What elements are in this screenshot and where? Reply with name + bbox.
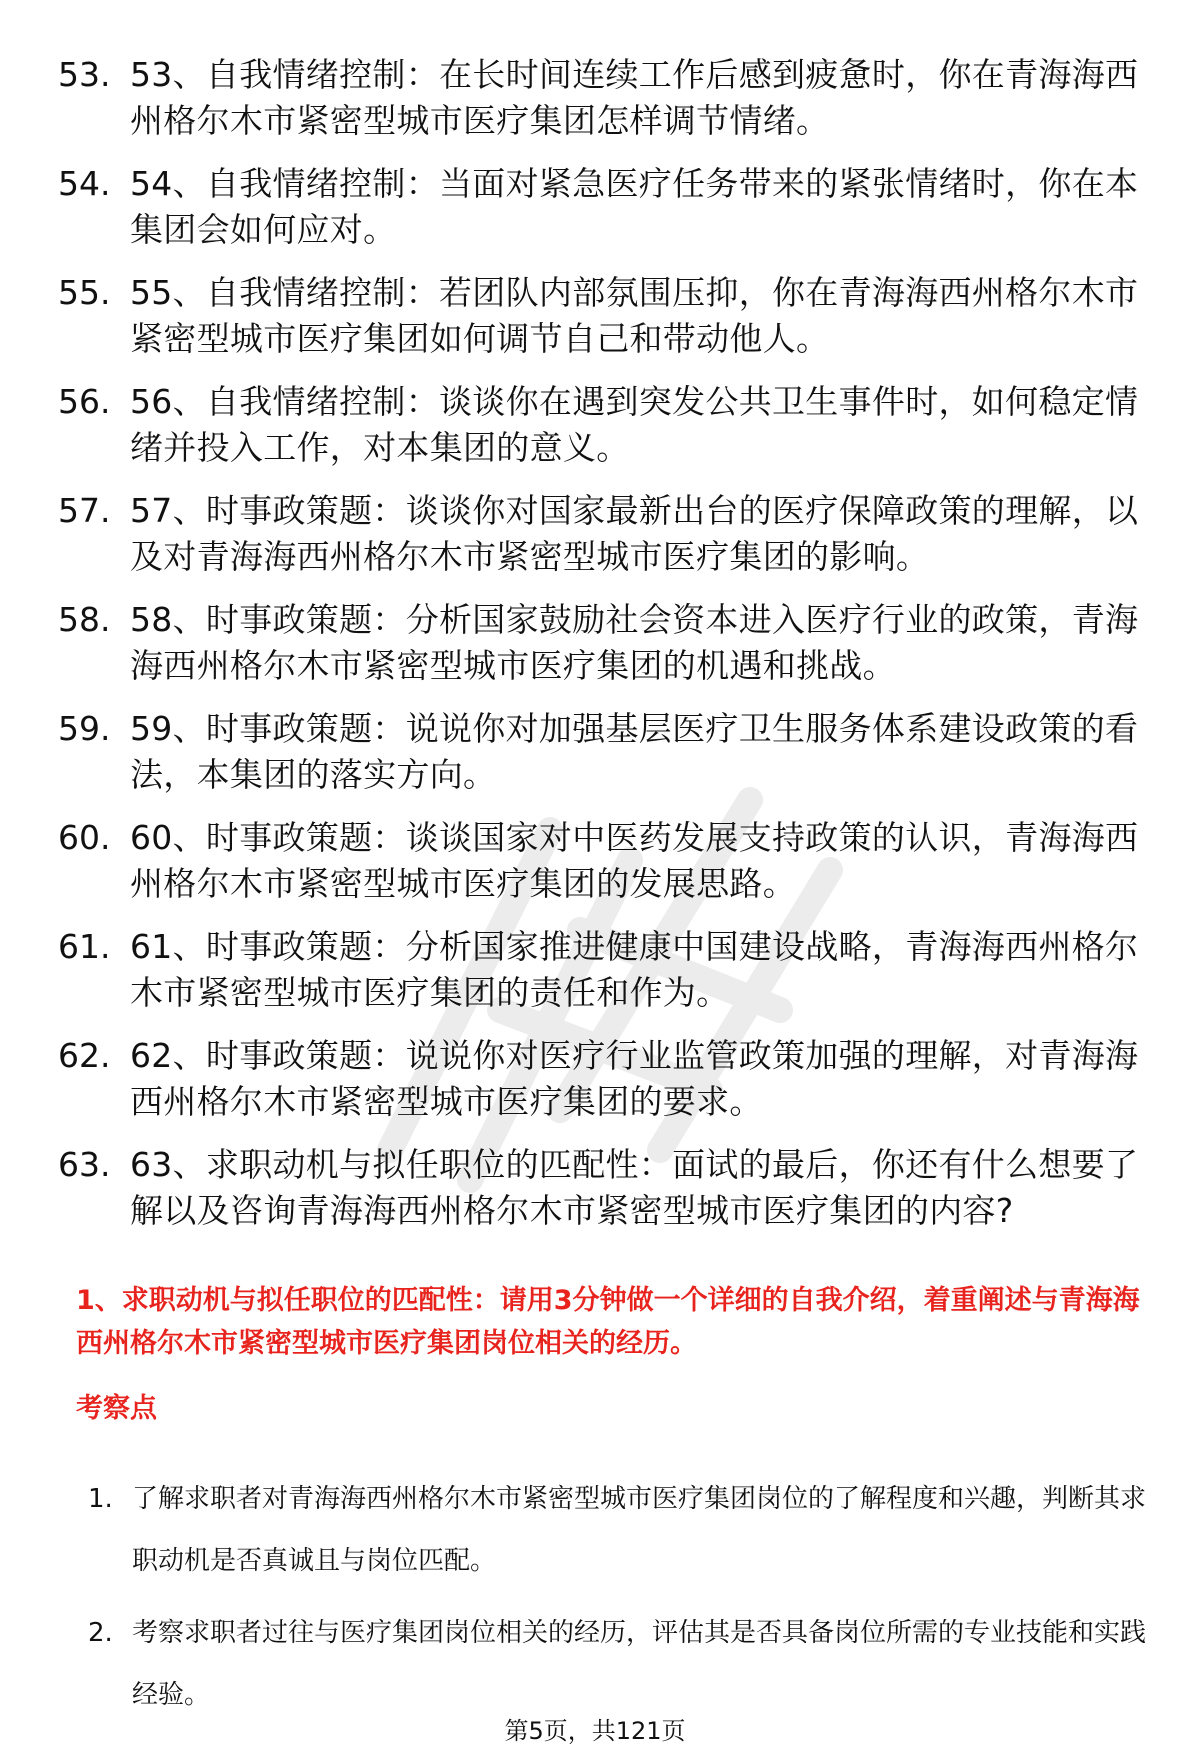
page-footer: 第5页，共121页 [504, 1717, 686, 1745]
question-list [58, 52, 1158, 1251]
assessment-points-list [88, 1468, 1168, 1726]
item-text: 58、时事政策题：分析国家鼓励社会资本进入医疗行业的政策，青海海西州格尔木市紧密型城市医疗集团的机遇和挑战。 [130, 600, 1139, 685]
item-text: 55、自我情绪控制：若团队内部氛围压抑，你在青海海西州格尔木市紧密型城市医疗集团如何调节自己和带动他人。 [130, 273, 1139, 358]
item-text: 54、自我情绪控制：当面对紧急医疗任务带来的紧张情绪时，你在本集团会如何应对。 [130, 164, 1139, 249]
list-item [58, 379, 1158, 471]
item-number: 53. [58, 55, 111, 94]
point-text: 考察求职者过往与医疗集团岗位相关的经历，评估其是否具备岗位所需的专业技能和实践经验。 [132, 1618, 1147, 1710]
list-item [58, 597, 1158, 689]
item-number: 62. [58, 1036, 111, 1075]
list-item [58, 924, 1158, 1016]
list-item [88, 1602, 1168, 1726]
item-text: 62、时事政策题：说说你对医疗行业监管政策加强的理解，对青海海西州格尔木市紧密型城市医疗集团的要求。 [130, 1036, 1139, 1121]
list-item [58, 161, 1158, 253]
section-subheading: 考察点 [76, 1393, 157, 1424]
item-number: 61. [58, 927, 111, 966]
list-item [58, 706, 1158, 798]
item-number: 59. [58, 709, 111, 748]
list-item [58, 1142, 1158, 1234]
list-item [58, 52, 1158, 144]
item-text: 56、自我情绪控制：谈谈你在遇到突发公共卫生事件时，如何稳定情绪并投入工作，对本集团的意义。 [130, 382, 1139, 467]
list-item [58, 1033, 1158, 1125]
section-heading: 1、求职动机与拟任职位的匹配性：请用3分钟做一个详细的自我介绍，着重阐述与青海海西州格尔木市紧密型城市医疗集团岗位相关的经历。 [76, 1285, 1140, 1359]
item-number: 63. [58, 1145, 111, 1184]
list-item [58, 815, 1158, 907]
list-item [88, 1468, 1168, 1592]
item-number: 58. [58, 600, 111, 639]
item-text: 63、求职动机与拟任职位的匹配性：面试的最后，你还有什么想要了解以及咨询青海海西州格尔木市紧密型城市医疗集团的内容? [130, 1145, 1139, 1230]
item-number: 56. [58, 382, 111, 421]
item-text: 61、时事政策题：分析国家推进健康中国建设战略，青海海西州格尔木市紧密型城市医疗集团的责任和作为。 [130, 927, 1139, 1012]
point-number: 2. [88, 1618, 113, 1648]
point-text: 了解求职者对青海海西州格尔木市紧密型城市医疗集团岗位的了解程度和兴趣，判断其求职动机是否真诚且与岗位匹配。 [132, 1484, 1147, 1576]
item-text: 59、时事政策题：说说你对加强基层医疗卫生服务体系建设政策的看法，本集团的落实方向。 [130, 709, 1139, 794]
item-number: 55. [58, 273, 111, 312]
item-number: 57. [58, 491, 111, 530]
list-item [58, 488, 1158, 580]
list-item [58, 270, 1158, 362]
point-number: 1. [88, 1484, 113, 1514]
item-text: 53、自我情绪控制：在长时间连续工作后感到疲惫时，你在青海海西州格尔木市紧密型城市医疗集团怎样调节情绪。 [130, 55, 1139, 140]
item-number: 54. [58, 164, 111, 203]
item-text: 57、时事政策题：谈谈你对国家最新出台的医疗保障政策的理解，以及对青海海西州格尔木市紧密型城市医疗集团的影响。 [130, 491, 1139, 576]
item-text: 60、时事政策题：谈谈国家对中医药发展支持政策的认识，青海海西州格尔木市紧密型城市医疗集团的发展思路。 [130, 818, 1139, 903]
item-number: 60. [58, 818, 111, 857]
